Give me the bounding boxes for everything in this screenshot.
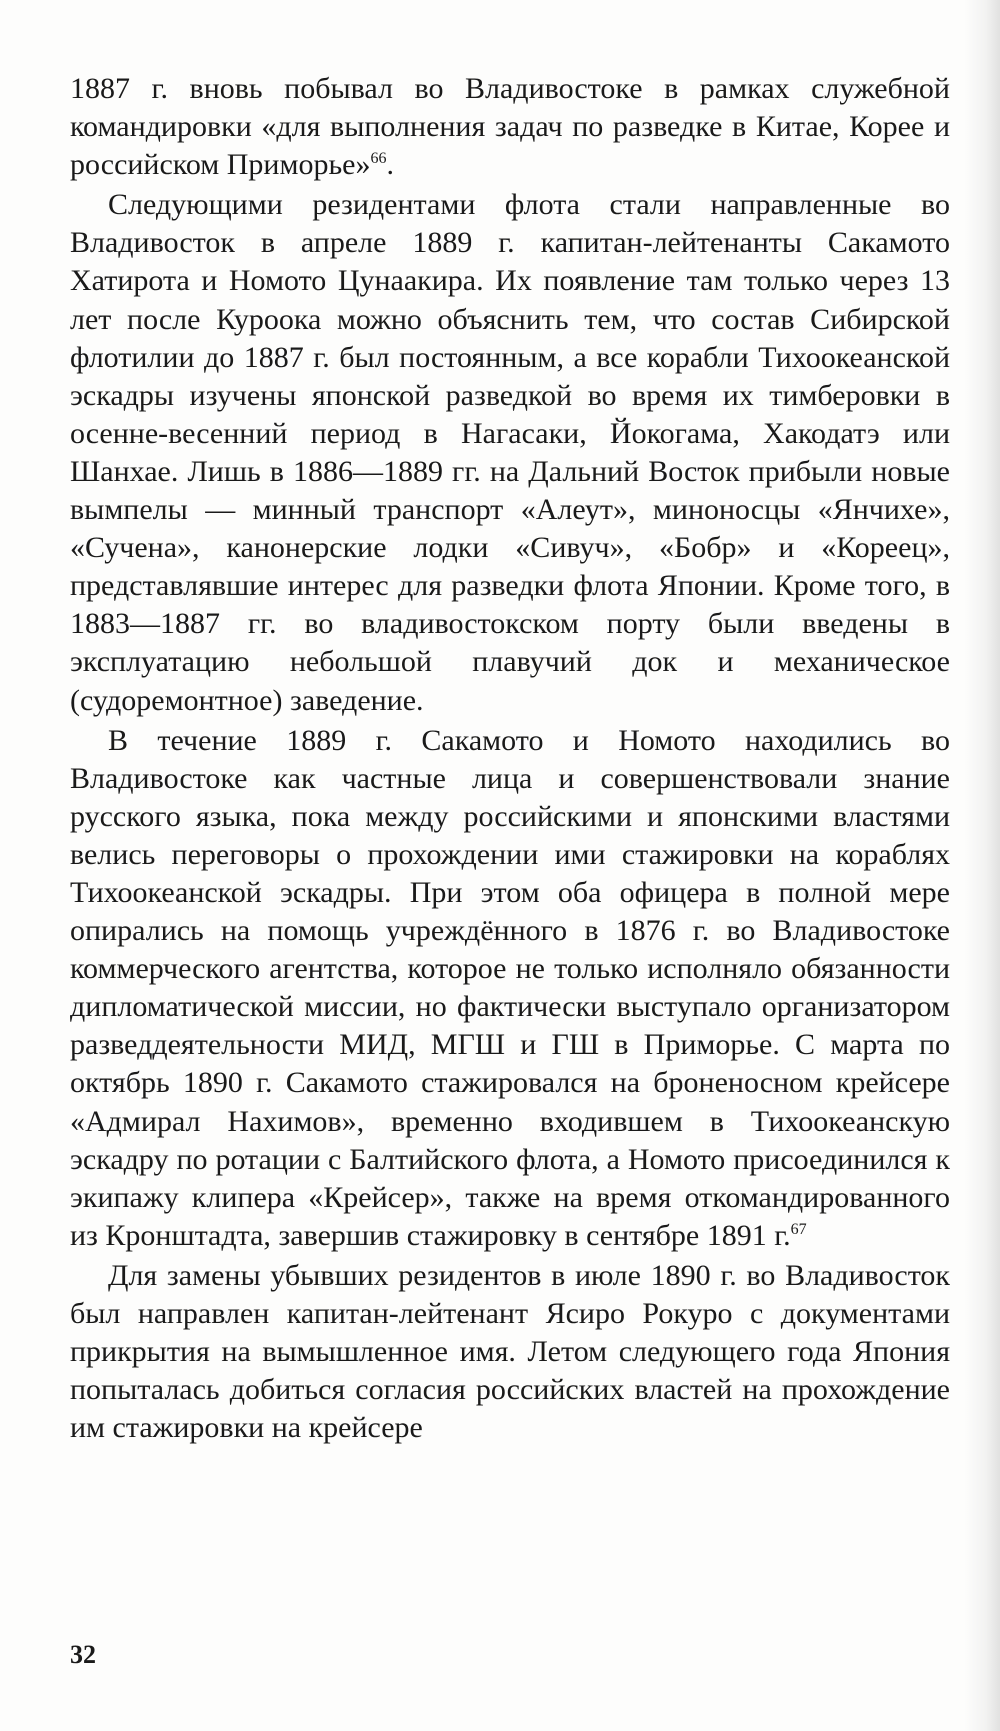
page-edge-shadow xyxy=(964,0,1000,1731)
paragraph-1: 1887 г. вновь побывал во Владивостоке в рамках служебной командировки «для выполнения задач по разведке в Китае, Корее и российском Приморье»$^{66}$. xyxy=(70,72,950,182)
paragraph-3: В течение 1889 г. Сакамото и Номото находились во Владивостоке как частные лица и совершенствовали знание русского языка, пока между российскими и японскими властями велись переговоры о прохождении ими стажировки на кораблях Тихоокеанской эскадры. При этом оба офицера в полной мере опирались на помощь учреждённого в 1876 г. во Владивостоке коммерческого агентства, которое не только исполняло обязанности дипломатической миссии, но фактически выступало организатором разведдеятельности МИД, МГШ и ГШ в Приморье. С марта по октябрь 1890 г. Сакамото стажировался на броненосном крейсере «Адмирал Нахимов», временно входившем в Тихоокеанскую эскадру по ротации с Балтийского флота, а Номото присоединился к экипажу клипера «Крейсер», также на время откомандированного из Кронштадта, завершив стажировку в сентябре 1891 г.$^{67}$ xyxy=(70,723,950,1252)
footnote-ref-67[interactable]: 67 xyxy=(790,1220,807,1238)
body-text xyxy=(70,70,950,1447)
footnote-ref-66[interactable]: 66 xyxy=(370,150,387,168)
paragraph-2: Следующими резидентами флота стали направленные во Владивосток в апреле 1889 г. капитан-лейтенанты Сакамото Хатирота и Номото Цунаакира. Их появление там только через 13 лет после Куроока можно объяснить тем, что состав Сибирской флотилии до 1887 г. был постоянным, а все корабли Тихоокеанской эскадры изучены японской разведкой во время их тимберовки в осенне-весенний период в Нагасаки, Йокогама, Хакодатэ или Шанхае. Лишь в 1886—1889 гг. на Дальний Восток прибыли новые вымпелы — минный транспорт «Алеут», миноносцы «Янчихе», «Сучена», канонерские лодки «Сивуч», «Бобр» и «Кореец», представлявшие интерес для разведки флота Японии. Кроме того, в 1883—1887 гг. во владивостокском порту были введены в эксплуатацию небольшой плавучий док и механическое (судоремонтное) заведение. xyxy=(70,188,950,717)
page-number: 32 xyxy=(70,1640,96,1669)
paragraph-4: Для замены убывших резидентов в июле 1890 г. во Владивосток был направлен капитан-лейтенант Ясиро Рокуро с документами прикрытия на вымышленное имя. Летом следующего года Япония попыталась добиться согласия российских властей на прохождение им стажировки на крейсере xyxy=(70,1258,950,1445)
